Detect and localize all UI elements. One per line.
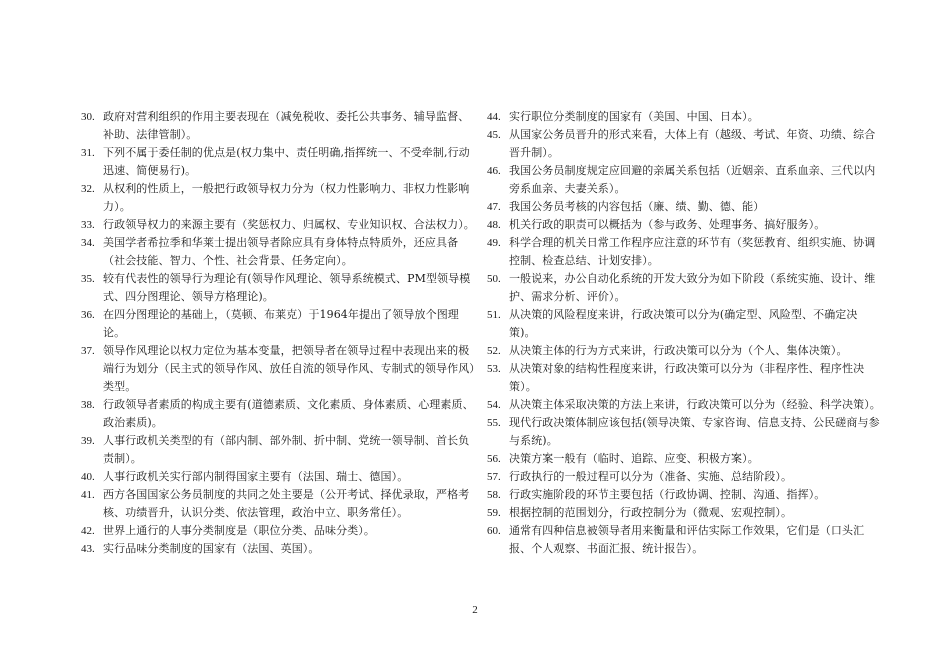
item-text: 在四分图理论的基础上，（莫顿、布莱克）于1964年提出了领导放个图理论。 <box>103 308 459 339</box>
item-text: 政府对营利组织的作用主要表现在（减免税收、委托公共事务、辅导监督、补助、法律管制）。 <box>103 110 470 141</box>
item-number: 31. <box>81 147 95 159</box>
item-text: 科学合理的机关日常工作程序应注意的环节有（奖惩教育、组织实施、协调控制、检查总结、计划安排）。 <box>509 236 876 267</box>
list-item <box>487 108 882 126</box>
item-number: 57. <box>487 471 501 483</box>
item-number: 56. <box>487 453 501 465</box>
item-text: 世界上通行的人事分类制度是（职位分类、品味分类）。 <box>103 524 375 537</box>
list-item <box>81 180 476 216</box>
list-item <box>487 468 882 486</box>
list-item <box>487 396 882 414</box>
item-text: 通常有四种信息被领导者用来衡量和评估实际工作效果，它们是（口头汇报、个人观察、书面汇报、统计报告）。 <box>509 524 865 555</box>
list-item <box>487 216 882 234</box>
item-number: 42. <box>81 525 95 537</box>
item-number: 43. <box>81 543 95 555</box>
item-text: 我国公务员制度规定应回避的亲属关系包括（近姻亲、直系血亲、三代以内旁系血亲、夫妻关系）。 <box>509 164 876 195</box>
item-text: 美国学者希拉季和华莱士提出领导者除应具有身体特点特质外，还应具备（社会技能、智力、个性、社会背景、任务定向）。 <box>103 236 459 267</box>
item-text: 下列不属于委任制的优点是(权力集中、责任明确,指挥统一、不受牵制,行动迅速、简便易行)。 <box>103 146 470 177</box>
item-text: 领导作风理论以权力定位为基本变量，把领导者在领导过程中表现出来的极端行为划分（民主式的领导作风、放任自流的领导作风、专制式的领导作风）类型。 <box>103 344 475 393</box>
list-item <box>81 270 476 306</box>
item-number: 41. <box>81 489 95 501</box>
item-number: 35. <box>81 273 95 285</box>
item-number: 36. <box>81 309 95 321</box>
item-number: 54. <box>487 399 501 411</box>
item-number: 51. <box>487 309 501 321</box>
item-number: 50. <box>487 273 501 285</box>
item-text: 从决策对象的结构性程度来讲，行政决策可以分为（非程序性、程序性决策）。 <box>509 362 865 393</box>
item-text: 机关行政的职责可以概括为（参与政务、处理事务、搞好服务）。 <box>509 218 826 231</box>
item-number: 33. <box>81 219 95 231</box>
item-text: 从权利的性质上，一般把行政领导权力分为（权力性影响力、非权力性影响力）。 <box>103 182 470 213</box>
list-item <box>81 108 476 144</box>
left-column <box>81 108 476 558</box>
list-item <box>487 504 882 522</box>
list-item <box>487 450 882 468</box>
list-item <box>81 144 476 180</box>
item-text: 一般说来，办公自动化系统的开发大致分为如下阶段（系统实施、设计、维护、需求分析、评价）。 <box>509 272 876 303</box>
item-number: 60. <box>487 525 501 537</box>
page-number: 2 <box>472 604 478 616</box>
item-number: 52. <box>487 345 501 357</box>
item-text: 实行品味分类制度的国家有（法国、英国）。 <box>103 542 320 555</box>
list-item <box>81 396 476 432</box>
item-number: 38. <box>81 399 95 411</box>
item-number: 47. <box>487 201 501 213</box>
item-text: 人事行政机关类型的有（部内制、部外制、折中制、党统一领导制、首长负责制）。 <box>103 434 470 465</box>
list-item <box>487 162 882 198</box>
list-item <box>81 432 476 468</box>
item-text: 从决策主体采取决策的方法上来讲，行政决策可以分为（经验、科学决策）。 <box>509 398 881 411</box>
item-text: 人事行政机关实行部内制得国家主要有（法国、瑞士、德国）。 <box>103 470 409 483</box>
list-item <box>81 468 476 486</box>
list-item <box>487 414 882 450</box>
item-text: 行政领导者素质的构成主要有(道德素质、文化素质、身体素质、心理素质、政治素质)。 <box>103 398 474 429</box>
item-text: 实行职位分类制度的国家有（美国、中国、日本）。 <box>509 110 759 123</box>
item-text: 从决策主体的行为方式来讲，行政决策可以分为（个人、集体决策）。 <box>509 344 848 357</box>
item-number: 53. <box>487 363 501 375</box>
item-text: 决策方案一般有（临时、追踪、应变、积极方案）。 <box>509 452 759 465</box>
item-text: 行政实施阶段的环节主要包括（行政协调、控制、沟通、指挥）。 <box>509 488 826 501</box>
list-item <box>81 306 476 342</box>
list-item <box>81 486 476 522</box>
item-number: 37. <box>81 345 95 357</box>
item-number: 44. <box>487 111 501 123</box>
item-text: 较有代表性的领导行为理论有(领导作风理论、领导系统模式、PM型领导模式、四分图理论、领导方格理论)。 <box>103 272 471 303</box>
right-column <box>487 108 882 558</box>
list-item <box>487 486 882 504</box>
item-number: 34. <box>81 237 95 249</box>
list-item <box>487 342 882 360</box>
list-item <box>487 198 882 216</box>
item-number: 55. <box>487 417 501 429</box>
list-item <box>487 522 882 558</box>
item-number: 40. <box>81 471 95 483</box>
item-number: 30. <box>81 111 95 123</box>
item-text: 西方各国国家公务员制度的共同之处主要是（公开考试、择优录取，严格考核、功绩晋升，认识分类、依法管理，政治中立、职务常任）。 <box>103 488 470 519</box>
item-number: 48. <box>487 219 501 231</box>
item-number: 59. <box>487 507 501 519</box>
list-item <box>487 360 882 396</box>
item-text: 现代行政决策体制应该包括(领导决策、专家咨询、信息支持、公民磋商与参与系统)。 <box>509 416 880 447</box>
item-number: 49. <box>487 237 501 249</box>
item-text: 从决策的风险程度来讲，行政决策可以分为(确定型、风险型、不确定决策)。 <box>509 308 858 339</box>
list-item <box>81 540 476 558</box>
item-number: 39. <box>81 435 95 447</box>
item-number: 32. <box>81 183 95 195</box>
list-item <box>81 234 476 270</box>
list-item <box>81 342 476 396</box>
item-number: 45. <box>487 129 501 141</box>
item-text: 行政执行的一般过程可以分为（准备、实施、总结阶段）。 <box>509 470 793 483</box>
item-number: 58. <box>487 489 501 501</box>
item-text: 行政领导权力的来源主要有（奖惩权力、归属权、专业知识权、合法权力）。 <box>103 218 475 231</box>
list-item <box>487 234 882 270</box>
item-text: 我国公务员考核的内容包括（廉、绩、勤、德、能） <box>509 200 765 213</box>
list-item <box>487 306 882 342</box>
item-text: 从国家公务员晋升的形式来看，大体上有（越级、考试、年资、功绩、综合晋升制）。 <box>509 128 876 159</box>
list-item <box>81 216 476 234</box>
item-text: 根据控制的范围划分，行政控制分为（微观、宏观控制）。 <box>509 506 793 519</box>
list-item <box>487 126 882 162</box>
list-item <box>81 522 476 540</box>
item-number: 46. <box>487 165 501 177</box>
list-item <box>487 270 882 306</box>
